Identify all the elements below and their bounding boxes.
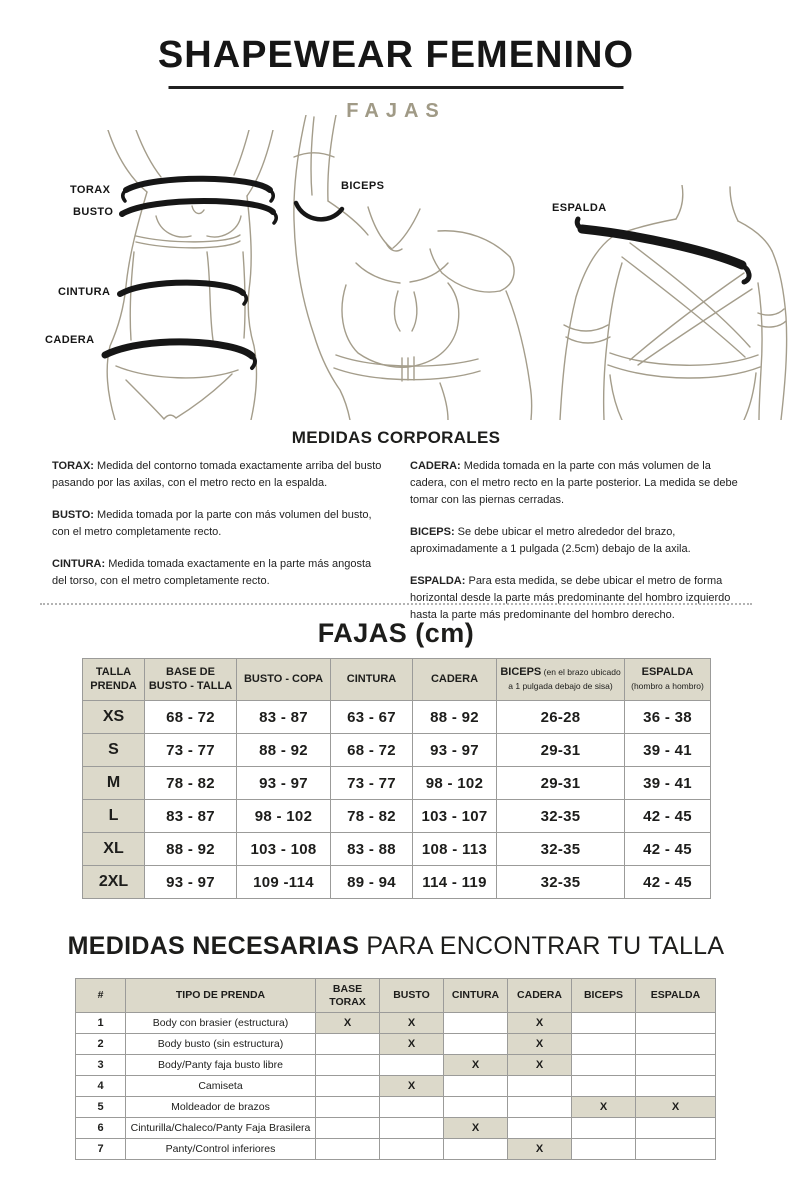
prendas-header-cell-6: BICEPS — [572, 979, 636, 1013]
mark-cell-empty — [380, 1097, 444, 1118]
range-cell: 103 - 108 — [237, 833, 331, 866]
range-cell: 114 - 119 — [413, 866, 497, 899]
mark-cell-empty — [316, 1118, 380, 1139]
prendas-header-row — [76, 979, 716, 1013]
mark-cell-empty — [444, 1139, 508, 1160]
mark-cell-empty — [316, 1034, 380, 1055]
fajas-header-cell-3: CINTURA — [331, 659, 413, 701]
medidas-necesarias-title — [0, 932, 792, 961]
cintura-definition — [52, 556, 386, 590]
torax-definition — [52, 458, 386, 492]
talla-cell: L — [83, 800, 145, 833]
range-cell: 39 - 41 — [625, 767, 711, 800]
talla-cell: XL — [83, 833, 145, 866]
fajas-row-M — [83, 767, 711, 800]
prenda-name-cell: Moldeador de brazos — [126, 1097, 316, 1118]
espalda-term: ESPALDA: — [410, 575, 466, 588]
range-cell: 83 - 87 — [237, 701, 331, 734]
cintura-text: Medida tomada exactamente en la parte más angosta del torso, con el metro completamente recto. — [52, 558, 372, 588]
prendas-header-cell-4: CINTURA — [444, 979, 508, 1013]
torax-text: Medida del contorno tomada exactamente arriba del busto pasando por las axilas, con el metro recto en la espalda. — [52, 460, 382, 490]
cadera-term: CADERA: — [410, 460, 461, 472]
mark-cell-empty — [572, 1076, 636, 1097]
fajas-table-title: FAJAS (cm) — [317, 618, 475, 648]
prenda-number-cell: 3 — [76, 1055, 126, 1076]
page-title: SHAPEWEAR FEMENINO — [157, 34, 635, 76]
fajas-row-S — [83, 734, 711, 767]
mark-cell-empty — [636, 1013, 716, 1034]
mark-cell-checked: X — [508, 1034, 572, 1055]
medidas-corporales-right-column — [410, 458, 744, 639]
prendas-header-cell-7: ESPALDA — [636, 979, 716, 1013]
prendas-header-cell-2: BASE TORAX — [316, 979, 380, 1013]
range-cell: 109 -114 — [237, 866, 331, 899]
mark-cell-empty — [316, 1055, 380, 1076]
prendas-row-2 — [76, 1034, 716, 1055]
range-cell: 32-35 — [497, 833, 625, 866]
cadera-label: CADERA — [45, 334, 95, 346]
mark-cell-empty — [316, 1097, 380, 1118]
mark-cell-empty — [636, 1139, 716, 1160]
fajas-row-L — [83, 800, 711, 833]
cintura-term: CINTURA: — [52, 558, 106, 571]
talla-cell: S — [83, 734, 145, 767]
mark-cell-empty — [316, 1139, 380, 1160]
mark-cell-empty — [636, 1076, 716, 1097]
mark-cell-empty — [508, 1076, 572, 1097]
torax-label: TORAX — [70, 184, 111, 196]
fajas-row-XS — [83, 701, 711, 734]
fajas-header-cell-1: BASE DE BUSTO - TALLA — [145, 659, 237, 701]
espalda-illustration — [530, 185, 792, 420]
biceps-definition — [410, 524, 744, 558]
prendas-row-1 — [76, 1013, 716, 1034]
range-cell: 83 - 88 — [331, 833, 413, 866]
range-cell: 68 - 72 — [331, 734, 413, 767]
range-cell: 108 - 113 — [413, 833, 497, 866]
mark-cell-checked: X — [316, 1013, 380, 1034]
prendas-table-body — [76, 1013, 716, 1160]
range-cell: 88 - 92 — [413, 701, 497, 734]
range-cell: 88 - 92 — [145, 833, 237, 866]
cadera-definition — [410, 458, 744, 509]
fajas-header-cell-4: CADERA — [413, 659, 497, 701]
medidas-corporales-left-column — [52, 458, 386, 639]
mark-cell-empty — [508, 1118, 572, 1139]
prendas-row-5 — [76, 1097, 716, 1118]
mark-cell-empty — [444, 1076, 508, 1097]
mark-cell-empty — [636, 1118, 716, 1139]
range-cell: 32-35 — [497, 800, 625, 833]
range-cell: 68 - 72 — [145, 701, 237, 734]
prenda-number-cell: 1 — [76, 1013, 126, 1034]
busto-definition — [52, 507, 386, 541]
prenda-name-cell: Cinturilla/Chaleco/Panty Faja Brasilera — [126, 1118, 316, 1139]
fajas-row-XL — [83, 833, 711, 866]
biceps-illustration — [290, 115, 535, 420]
cadera-band — [105, 342, 255, 368]
prendas-header-cell-3: BUSTO — [380, 979, 444, 1013]
mark-cell-empty — [572, 1034, 636, 1055]
range-cell: 93 - 97 — [145, 866, 237, 899]
torax-term: TORAX: — [52, 460, 94, 472]
biceps-term: BICEPS: — [410, 526, 455, 539]
fajas-row-2XL — [83, 866, 711, 899]
busto-text: Medida tomada por la parte con más volumen del busto, con el metro completamente recto. — [52, 509, 372, 539]
range-cell: 36 - 38 — [625, 701, 711, 734]
range-cell: 98 - 102 — [413, 767, 497, 800]
fajas-size-table — [82, 658, 711, 899]
range-cell: 89 - 94 — [331, 866, 413, 899]
range-cell: 63 - 67 — [331, 701, 413, 734]
biceps-text: Se debe ubicar el metro alrededor del brazo, aproximadamente a 1 pulgada (2.5cm) debajo de la axila. — [410, 526, 691, 556]
mark-cell-checked: X — [380, 1034, 444, 1055]
range-cell: 39 - 41 — [625, 734, 711, 767]
mark-cell-empty — [444, 1013, 508, 1034]
mark-cell-checked: X — [508, 1055, 572, 1076]
mark-cell-empty — [572, 1013, 636, 1034]
espalda-svg — [530, 185, 792, 420]
mark-cell-empty — [380, 1139, 444, 1160]
mark-cell-empty — [636, 1034, 716, 1055]
range-cell: 29-31 — [497, 767, 625, 800]
mark-cell-empty — [572, 1139, 636, 1160]
prenda-name-cell: Body busto (sin estructura) — [126, 1034, 316, 1055]
mark-cell-empty — [380, 1055, 444, 1076]
prendas-header-cell-1: TIPO DE PRENDA — [126, 979, 316, 1013]
busto-band — [122, 201, 276, 223]
prenda-number-cell: 5 — [76, 1097, 126, 1118]
prenda-name-cell: Camiseta — [126, 1076, 316, 1097]
mark-cell-empty — [444, 1097, 508, 1118]
mark-cell-empty — [316, 1076, 380, 1097]
fajas-header-cell-2: BUSTO - COPA — [237, 659, 331, 701]
fajas-header-cell-5: BICEPS (en el brazo ubicado a 1 pulgada debajo de sisa) — [497, 659, 625, 701]
talla-cell: 2XL — [83, 866, 145, 899]
mark-cell-empty — [572, 1055, 636, 1076]
busto-term: BUSTO: — [52, 509, 94, 522]
title-underline — [169, 86, 624, 89]
medidas-corporales-title: MEDIDAS CORPORALES — [291, 428, 501, 447]
fajas-table-head — [83, 659, 711, 701]
prenda-number-cell: 2 — [76, 1034, 126, 1055]
medidas-corporales-columns — [52, 458, 744, 639]
prendas-measurement-table — [75, 978, 716, 1160]
mark-cell-empty — [572, 1118, 636, 1139]
fajas-header-cell-0: TALLA PRENDA — [83, 659, 145, 701]
range-cell: 93 - 97 — [237, 767, 331, 800]
range-cell: 78 - 82 — [331, 800, 413, 833]
prenda-number-cell: 6 — [76, 1118, 126, 1139]
prendas-header-cell-5: CADERA — [508, 979, 572, 1013]
mark-cell-checked: X — [636, 1097, 716, 1118]
prendas-row-4 — [76, 1076, 716, 1097]
range-cell: 42 - 45 — [625, 800, 711, 833]
range-cell: 103 - 107 — [413, 800, 497, 833]
busto-label: BUSTO — [73, 206, 114, 218]
prendas-table-head — [76, 979, 716, 1013]
mark-cell-empty — [380, 1118, 444, 1139]
mark-cell-checked: X — [508, 1013, 572, 1034]
espalda-text: Para esta medida, se debe ubicar el metro de forma horizontal desde la parte más predominante del hombro izquierdo hasta la parte más predominante del hombro derecho. — [410, 575, 731, 622]
mark-cell-checked: X — [380, 1013, 444, 1034]
fajas-header-row — [83, 659, 711, 701]
espalda-label: ESPALDA — [552, 202, 607, 214]
biceps-svg — [290, 115, 535, 420]
mark-cell-empty — [508, 1097, 572, 1118]
range-cell: 73 - 77 — [145, 734, 237, 767]
cintura-band — [120, 283, 246, 304]
prendas-row-3 — [76, 1055, 716, 1076]
espalda-definition — [410, 573, 744, 624]
prenda-name-cell: Body/Panty faja busto libre — [126, 1055, 316, 1076]
prendas-header-cell-0: # — [76, 979, 126, 1013]
biceps-label: BICEPS — [341, 180, 385, 192]
range-cell: 29-31 — [497, 734, 625, 767]
range-cell: 42 - 45 — [625, 866, 711, 899]
cintura-label: CINTURA — [58, 286, 111, 298]
prendas-row-7 — [76, 1139, 716, 1160]
prenda-number-cell: 7 — [76, 1139, 126, 1160]
dotted-separator — [40, 603, 752, 605]
range-cell: 83 - 87 — [145, 800, 237, 833]
range-cell: 26-28 — [497, 701, 625, 734]
espalda-band — [577, 219, 749, 282]
talla-cell: M — [83, 767, 145, 800]
range-cell: 73 - 77 — [331, 767, 413, 800]
range-cell: 93 - 97 — [413, 734, 497, 767]
mark-cell-checked: X — [380, 1076, 444, 1097]
range-cell: 78 - 82 — [145, 767, 237, 800]
mark-cell-empty — [444, 1034, 508, 1055]
page-subtitle: FAJAS — [346, 100, 446, 122]
prenda-name-cell: Panty/Control inferiores — [126, 1139, 316, 1160]
mark-cell-empty — [636, 1055, 716, 1076]
medidas-necesarias-title-bold: MEDIDAS NECESARIAS — [67, 932, 360, 960]
cadera-text: Medida tomada en la parte con más volumen de la cadera, con el metro recto en la parte posterior. La medida se debe tomar con las piernas cerradas. — [410, 460, 738, 507]
range-cell: 98 - 102 — [237, 800, 331, 833]
range-cell: 88 - 92 — [237, 734, 331, 767]
mark-cell-checked: X — [572, 1097, 636, 1118]
medidas-necesarias-title-regular: PARA ENCONTRAR TU TALLA — [359, 932, 725, 960]
range-cell: 32-35 — [497, 866, 625, 899]
talla-cell: XS — [83, 701, 145, 734]
prenda-number-cell: 4 — [76, 1076, 126, 1097]
fajas-table-body — [83, 701, 711, 899]
fajas-header-cell-6: ESPALDA (hombro a hombro) — [625, 659, 711, 701]
mark-cell-checked: X — [444, 1055, 508, 1076]
prendas-row-6 — [76, 1118, 716, 1139]
prenda-name-cell: Body con brasier (estructura) — [126, 1013, 316, 1034]
mark-cell-checked: X — [508, 1139, 572, 1160]
range-cell: 42 - 45 — [625, 833, 711, 866]
mark-cell-checked: X — [444, 1118, 508, 1139]
